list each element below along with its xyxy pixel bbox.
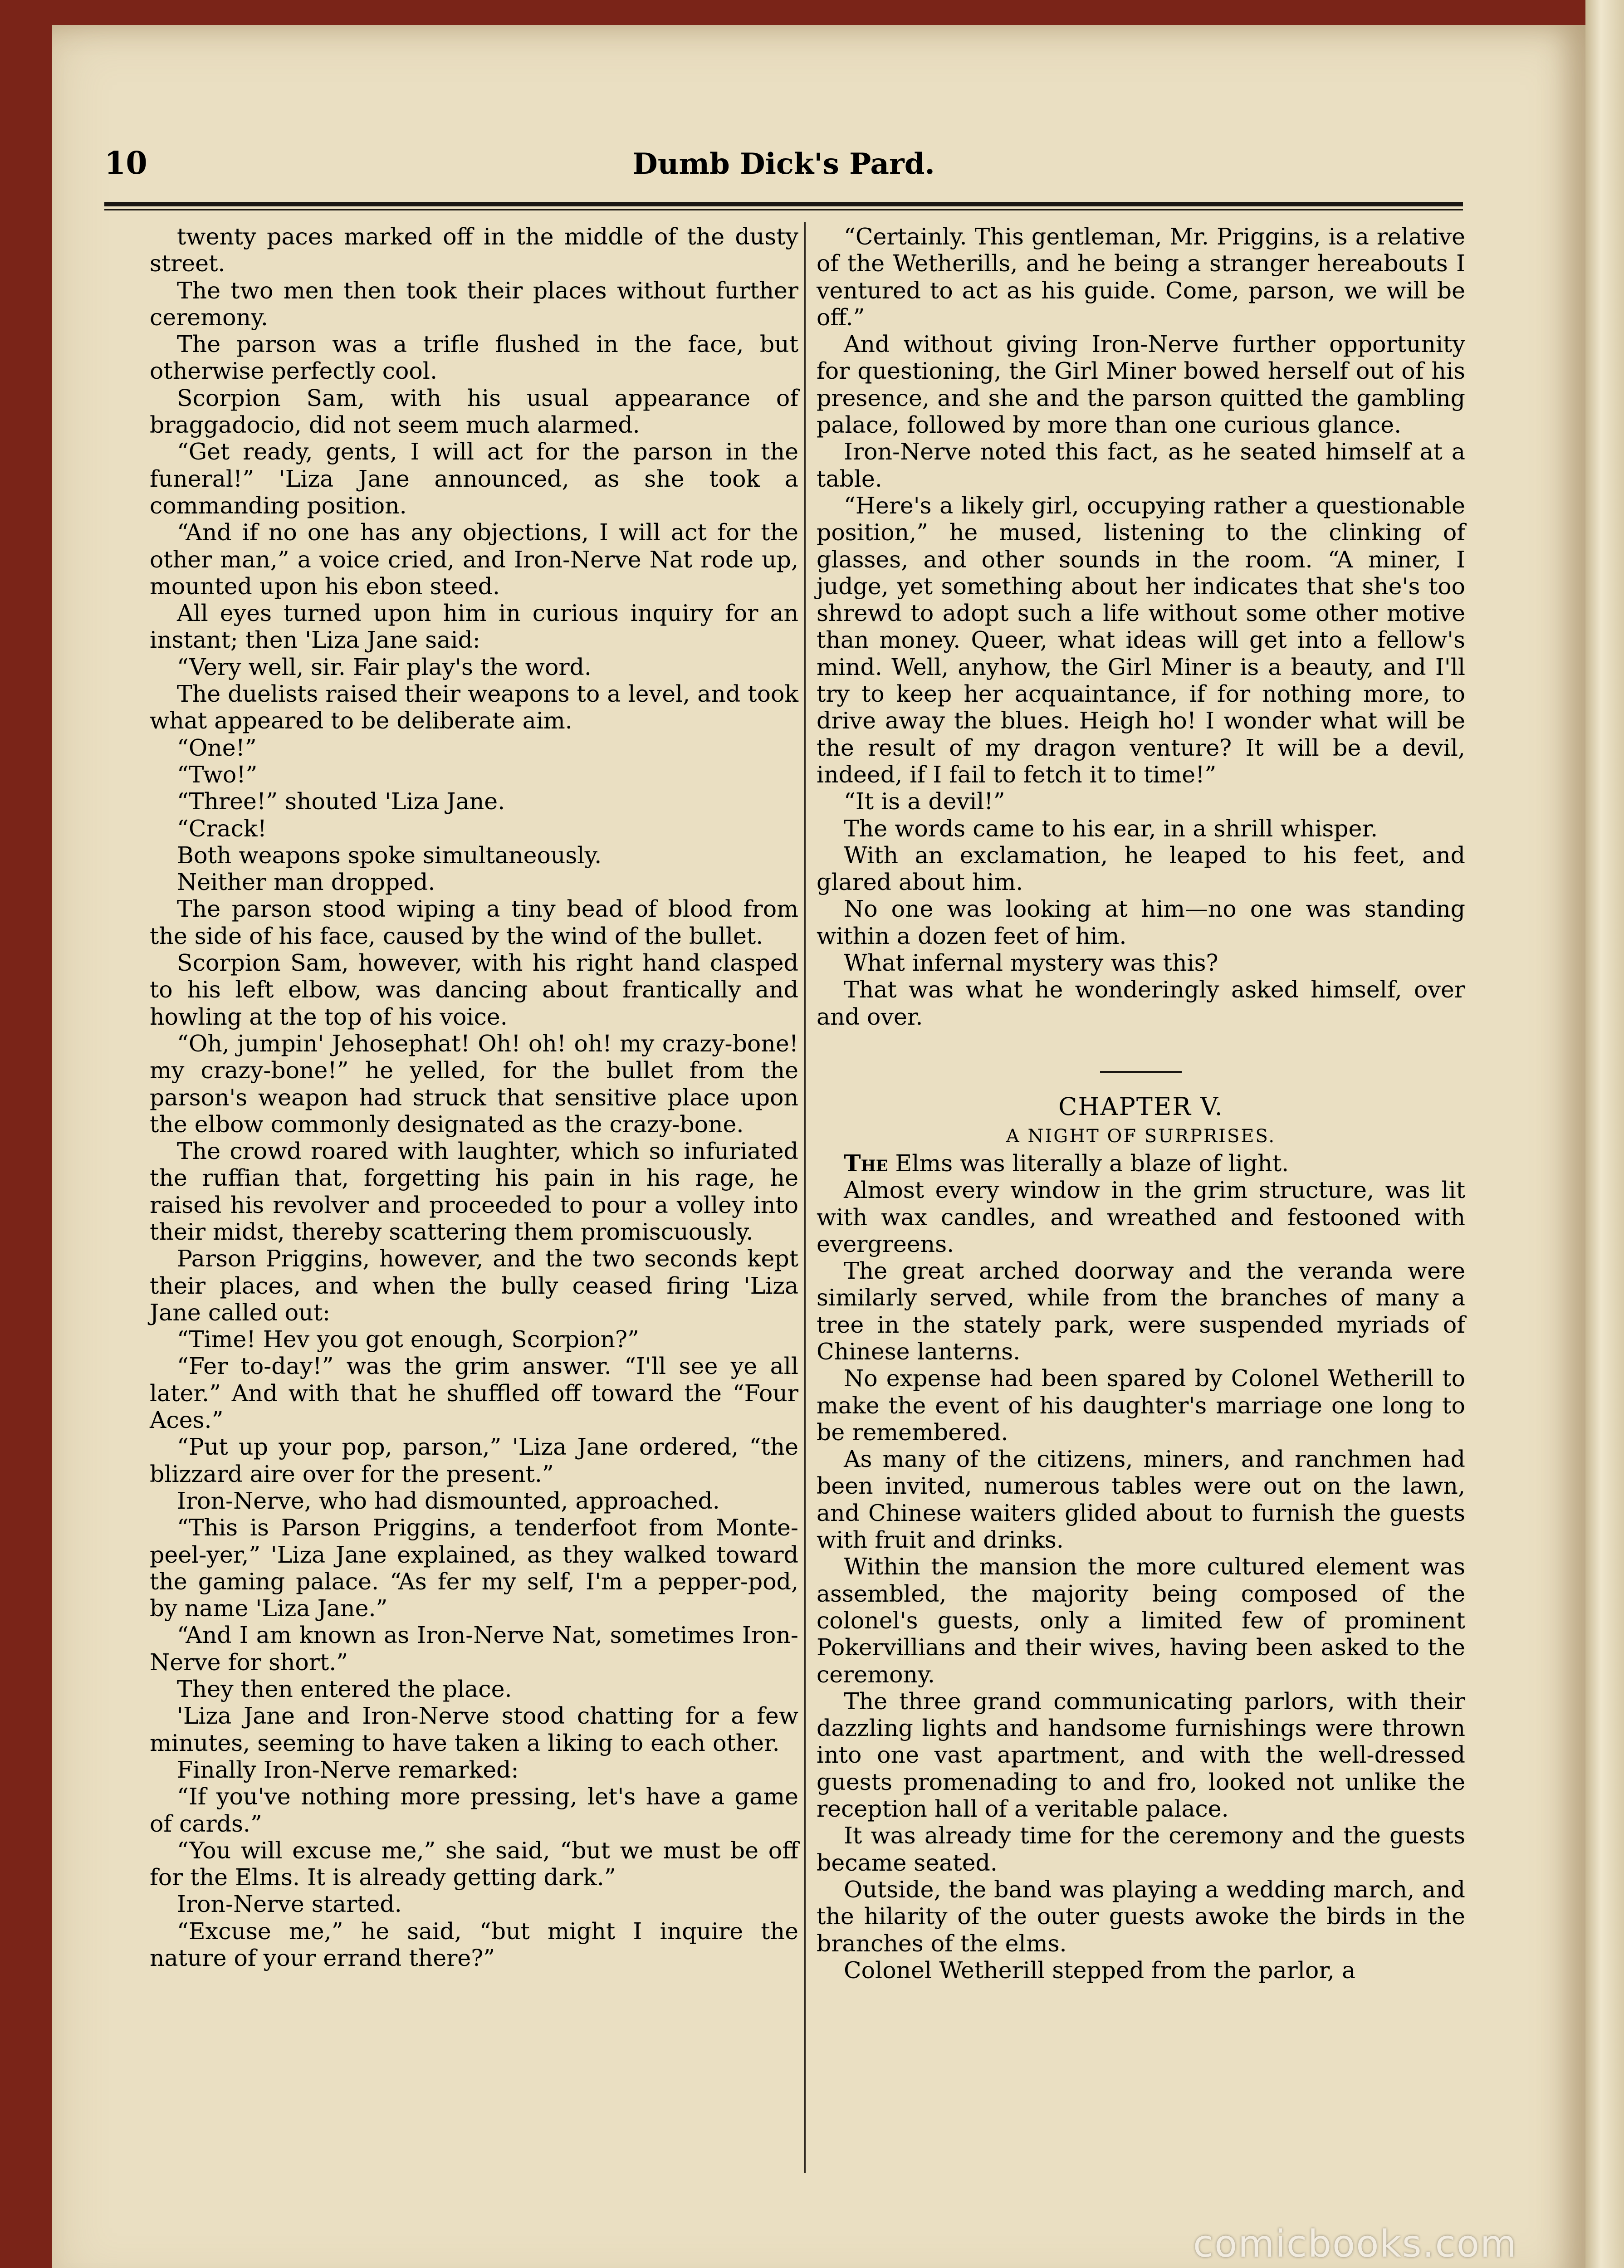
right-column <box>817 223 1465 1984</box>
paragraph: “Oh, jumpin' Jehosephat! Oh! oh! oh! my crazy-bone! my crazy-bone!” he yelled, for the bullet from the parson's weapon had struck that sensitive place upon the elbow commonly designated as the crazy-bone. <box>150 1030 798 1138</box>
paragraph: “Three!” shouted 'Liza Jane. <box>177 788 505 815</box>
paragraph: “Here's a likely girl, occupying rather a questionable position,” he mused, listening to the clinking of glasses, and other sounds in the room. “A miner, I judge, yet something about her indicates that she's too shrewd to adopt such a life without some other motive than money. Queer, what ideas will get into a fellow's mind. Well, anyhow, the Girl Miner is a beauty, and I'll try to keep her acquaintance, if for nothing more, to drive away the blues. Heigh ho! I wonder what will be the result of my dragon venture? It will be a devil, indeed, if I fail to fetch it to time!” <box>817 492 1465 788</box>
paragraph: The parson stood wiping a tiny bead of blood from the side of his face, caused by the wind of the bullet. <box>150 895 798 949</box>
page-header <box>104 141 1463 191</box>
paragraph: The words came to his ear, in a shrill whisper. <box>844 815 1378 842</box>
page-spine <box>1585 0 1624 2268</box>
paragraph: Parson Priggins, however, and the two seconds kept their places, and when the bully ceased firing 'Liza Jane called out: <box>150 1245 798 1326</box>
page-number: 10 <box>104 145 147 181</box>
paragraph: The parson was a trifle flushed in the face, but otherwise perfectly cool. <box>150 331 798 385</box>
chapter-subtitle: A NIGHT OF SURPRISES. <box>1006 1125 1276 1147</box>
paragraph: twenty paces marked off in the middle of the dusty street. <box>150 223 798 277</box>
paragraph: That was what he wonderingly asked himself, over and over. <box>817 976 1465 1030</box>
column-divider <box>804 222 806 2173</box>
paragraph: “It is a devil!” <box>844 788 1005 815</box>
right-column-after-chapter <box>817 1177 1465 1984</box>
paragraph: As many of the citizens, miners, and ranchmen had been invited, numerous tables were out on the lawn, and Chinese waiters glided about to furnish the guests with fruit and drinks. <box>817 1446 1465 1554</box>
paragraph: “This is Parson Priggins, a tenderfoot from Monte-peel-yer,” 'Liza Jane explained, as they walked toward the gaming palace. “As fer my self, I'm a pepper-pod, by name 'Liza Jane.” <box>150 1514 798 1622</box>
paragraph: Iron-Nerve started. <box>177 1891 402 1918</box>
paragraph: “Excuse me,” he said, “but might I inquire the nature of your errand there?” <box>150 1917 798 1971</box>
paragraph: “You will excuse me,” she said, “but we must be off for the Elms. It is already getting dark.” <box>150 1837 798 1891</box>
paragraph: No expense had been spared by Colonel Wetherill to make the event of his daughter's marriage one long to be remembered. <box>817 1365 1465 1446</box>
paragraph: Within the mansion the more cultured element was assembled, the majority being composed of the colonel's guests, only a limited few of prominent Pokervillians and their wives, having been asked to the ceremony. <box>817 1553 1465 1688</box>
paragraph: “Very well, sir. Fair play's the word. <box>177 653 592 680</box>
paragraph: “Certainly. This gentleman, Mr. Priggins, is a relative of the Wetherills, and he being a stranger hereabouts I ventured to act as his guide. Come, parson, we will be off.” <box>817 223 1465 331</box>
paragraph: “Put up your pop, parson,” 'Liza Jane ordered, “the blizzard aire over for the present.” <box>150 1433 798 1487</box>
paragraph: “Get ready, gents, I will act for the parson in the funeral!” 'Liza Jane announced, as she took a commanding position. <box>150 438 798 519</box>
paragraph: The three grand communicating parlors, with their dazzling lights and handsome furnishings were thrown into one vast apartment, and with the well-dressed guests promenading to and fro, looked not unlike the reception hall of a veritable palace. <box>817 1687 1465 1823</box>
paragraph: And without giving Iron-Nerve further opportunity for questioning, the Girl Miner bowed herself out of his presence, and she and the parson quitted the gambling palace, followed by more than one curious glance. <box>817 331 1465 439</box>
paragraph: Neither man dropped. <box>177 869 435 896</box>
chapter-rule <box>1100 1071 1182 1073</box>
paragraph: Both weapons spoke simultaneously. <box>177 841 602 869</box>
chapter-first-paragraph-rest: Elms was literally a blaze of light. <box>888 1149 1289 1177</box>
paragraph: “Time! Hev you got enough, Scorpion?” <box>177 1326 639 1353</box>
paragraph: The duelists raised their weapons to a level, and took what appeared to be deliberate aim. <box>150 680 798 734</box>
paragraph: Iron-Nerve, who had dismounted, approached. <box>177 1487 720 1514</box>
chapter-first-paragraph <box>817 1150 1465 1177</box>
paragraph: “And if no one has any objections, I will act for the other man,” a voice cried, and Iron-Nerve Nat rode up, mounted upon his ebon steed. <box>150 519 798 600</box>
paragraph: Scorpion Sam, with his usual appearance of braggadocio, did not seem much alarmed. <box>150 384 798 439</box>
left-column <box>150 223 798 1971</box>
watermark: comicbooks.com <box>1193 2223 1517 2266</box>
paragraph: The great arched doorway and the veranda were similarly served, while from the branches of many a tree in the stately park, were suspended myriads of Chinese lanterns. <box>817 1257 1465 1365</box>
paragraph: No one was looking at him—no one was standing within a dozen feet of him. <box>817 895 1465 949</box>
paragraph: All eyes turned upon him in curious inquiry for an instant; then 'Liza Jane said: <box>150 600 798 654</box>
paragraph: 'Liza Jane and Iron-Nerve stood chatting for a few minutes, seeming to have taken a liking to each other. <box>150 1702 798 1756</box>
paragraph: “If you've nothing more pressing, let's have a game of cards.” <box>150 1783 798 1837</box>
running-title: Dumb Dick's Pard. <box>632 147 935 181</box>
right-column-before-chapter <box>817 223 1465 1030</box>
paragraph: The two men then took their places without further ceremony. <box>150 277 798 331</box>
paragraph: Almost every window in the grim structure, was lit with wax candles, and wreathed and festooned with evergreens. <box>817 1177 1465 1257</box>
paragraph: They then entered the place. <box>177 1676 512 1703</box>
chapter-first-word: The <box>844 1149 888 1177</box>
paragraph: Outside, the band was playing a wedding march, and the hilarity of the outer guests awoke the birds in the branches of the elms. <box>817 1876 1465 1957</box>
paragraph: What infernal mystery was this? <box>844 949 1218 977</box>
paragraph: Scorpion Sam, however, with his right hand clasped to his left elbow, was dancing about frantically and howling at the top of his voice. <box>150 949 798 1030</box>
paragraph: Finally Iron-Nerve remarked: <box>177 1756 519 1783</box>
paragraph: “Fer to-day!” was the grim answer. “I'll see ye all later.” And with that he shuffled off toward the “Four Aces.” <box>150 1353 798 1434</box>
paragraph: Iron-Nerve noted this fact, as he seated himself at a table. <box>817 438 1465 492</box>
paragraph: “Crack! <box>177 815 267 842</box>
paragraph: Colonel Wetherill stepped from the parlor, a <box>844 1956 1356 1984</box>
paragraph: With an exclamation, he leaped to his feet, and glared about him. <box>817 841 1465 896</box>
paragraph: “One!” <box>177 734 257 761</box>
paragraph: It was already time for the ceremony and the guests became seated. <box>817 1822 1465 1876</box>
chapter-title: CHAPTER V. <box>1058 1092 1223 1121</box>
paragraph: The crowd roared with laughter, which so infuriated the ruffian that, forgetting his pain in his rage, he raised his revolver and proceeded to pour a volley into their midst, thereby scattering them promiscuously. <box>150 1138 798 1245</box>
paragraph: “Two!” <box>177 761 258 788</box>
paragraph: “And I am known as Iron-Nerve Nat, sometimes Iron-Nerve for short.” <box>150 1622 798 1676</box>
header-rule <box>104 202 1463 210</box>
